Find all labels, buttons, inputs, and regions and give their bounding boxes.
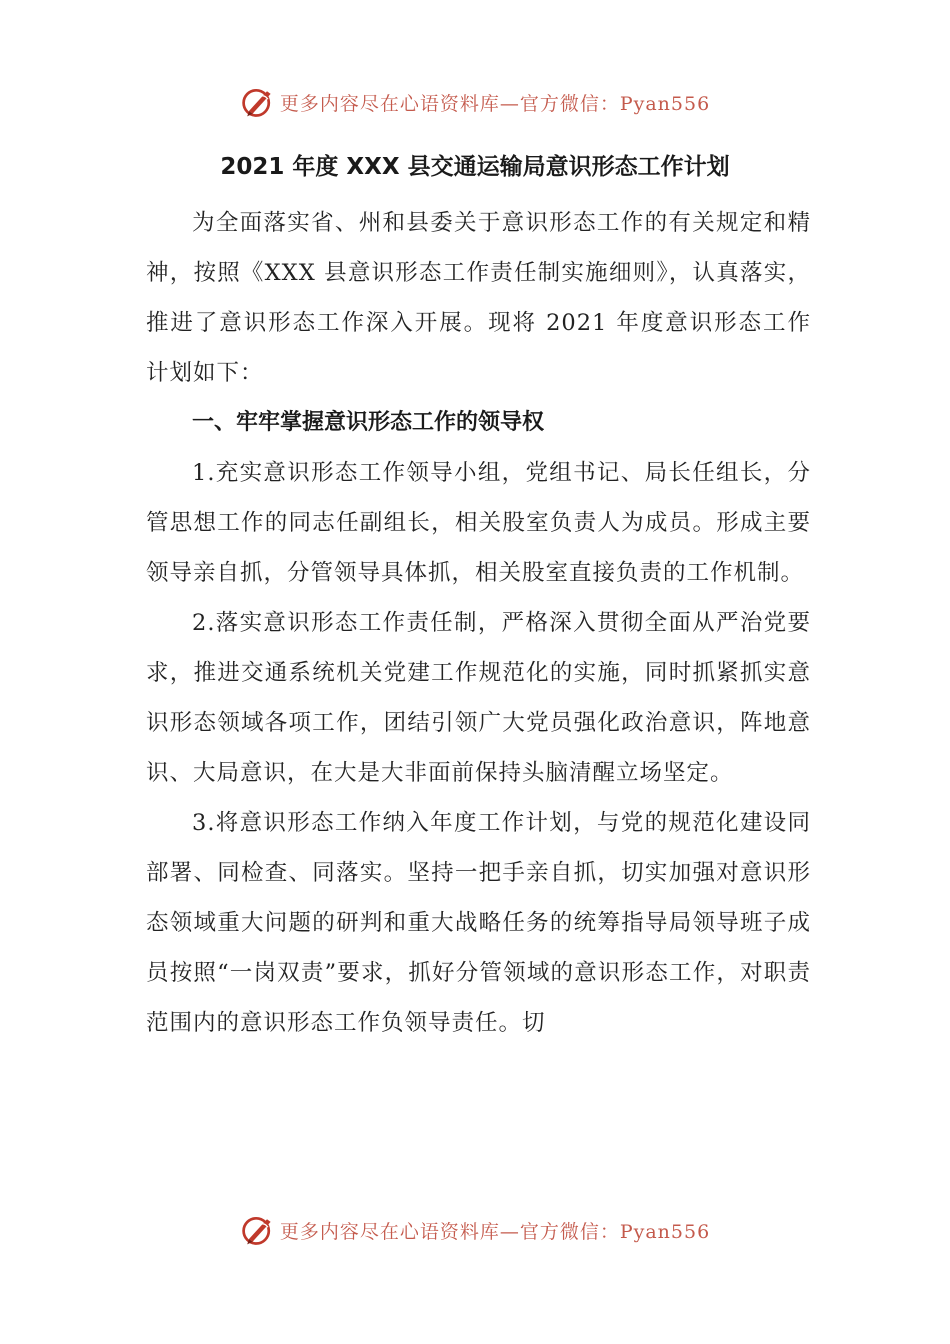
header-watermark-banner (0, 80, 950, 124)
watermark-text: 更多内容尽在心语资料库—官方微信：Pyan556 (279, 1220, 711, 1243)
watermark-text: 更多内容尽在心语资料库—官方微信：Pyan556 (279, 92, 711, 115)
document-body (146, 198, 811, 1048)
paragraph-item-1: 1.充实意识形态工作领导小组，党组书记、局长任组长，分管思想工作的同志任副组长，相关股室负责人为成员。形成主要领导亲自抓，分管领导具体抓，相关股室直接负责的工作机制。 (146, 460, 811, 586)
pen-circle-logo-icon (240, 1212, 276, 1248)
footer-watermark-banner (0, 1208, 950, 1252)
document-title: 2021 年度 XXX 县交通运输局意识形态工作计划 (220, 154, 730, 180)
pen-circle-logo-icon (240, 84, 276, 120)
paragraph-intro: 为全面落实省、州和县委关于意识形态工作的有关规定和精神，按照《XXX 县意识形态工作责任制实施细则》，认真落实，推进了意识形态工作深入开展。现将 2021 年度意识形态工作计划如下： (146, 210, 811, 386)
paragraph-item-2: 2.落实意识形态工作责任制，严格深入贯彻全面从严治党要求，推进交通系统机关党建工作规范化的实施，同时抓紧抓实意识形态领域各项工作，团结引领广大党员强化政治意识，阵地意识、大局意识，在大是大非面前保持头脑清醒立场坚定。 (146, 610, 811, 786)
section-heading: 一、牢牢掌握意识形态工作的领导权 (192, 410, 545, 435)
paragraph-item-3: 3.将意识形态工作纳入年度工作计划，与党的规范化建设同部署、同检查、同落实。坚持一把手亲自抓，切实加强对意识形态领域重大问题的研判和重大战略任务的统筹指导局领导班子成员按照“一岗双责”要求，抓好分管领域的意识形态工作，对职责范围内的意识形态工作负领导责任。切 (146, 810, 811, 1036)
